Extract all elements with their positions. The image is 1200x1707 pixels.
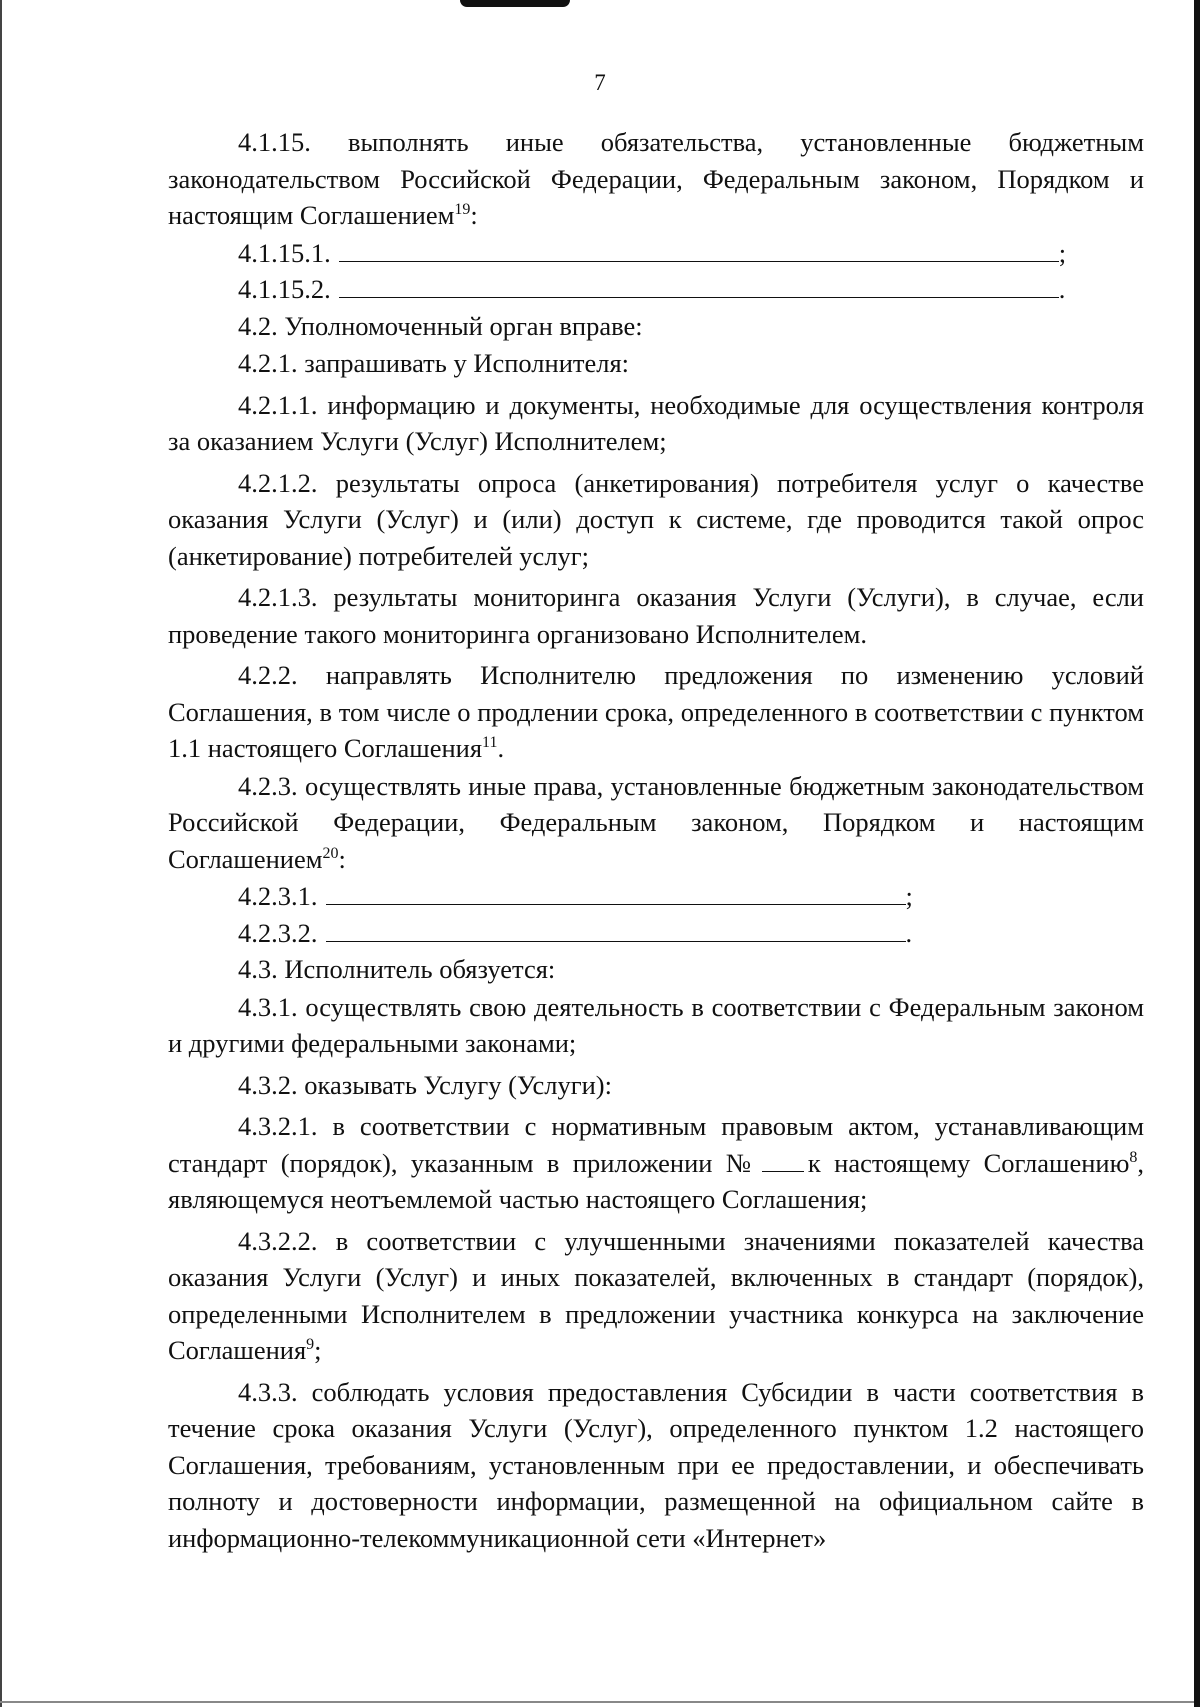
clause-4-3-2: 4.3.2. оказывать Услугу (Услуги):	[238, 1069, 612, 1100]
clause-number: 4.2.3.	[238, 770, 298, 801]
clause-tail: :	[470, 200, 478, 230]
document-body	[168, 124, 1144, 1557]
clause-4-1-15-1	[168, 235, 1144, 272]
blank-line	[326, 878, 906, 905]
clause-number: 4.1.15.	[238, 127, 311, 157]
clause-4-1-15-2	[168, 271, 1144, 308]
clause-4-2-3-1	[168, 878, 1144, 915]
footnote-ref: 9	[306, 1336, 315, 1354]
clause-number: 4.1.15.2.	[238, 274, 331, 304]
clause-4-2-3	[168, 768, 1144, 878]
footnote-ref: 8	[1129, 1148, 1138, 1166]
clause-text: 4.3.2.1. в соответствии с нормативным правовым актом, устанавливающим стандарт (порядок), указанным в приложении №	[168, 1111, 1144, 1178]
clause-4-3: 4.3. Исполнитель обязуется:	[238, 954, 556, 984]
footnote-ref: 20	[322, 844, 339, 862]
clause-4-2-2	[168, 657, 1144, 767]
page-number: 7	[594, 70, 606, 95]
clause-4-3-3: 4.3.3. соблюдать условия предоставления Субсидии в части соответствия в течение срока оказания Услуги (Услуг), определенного пунктом 1.2 настоящего Соглашения, требованиям, установленным при ее предоставлении, и обеспечивать полноту и достоверности информации, размещенной на официальном сайте в информационно-телекоммуникационной сети «Интернет»	[168, 1376, 1144, 1553]
clause-4-3-2-1	[168, 1108, 1144, 1218]
footnote-ref: 19	[454, 201, 471, 219]
clause-number: 4.2.3.1.	[238, 881, 318, 911]
clause-4-2: 4.2. Уполномоченный орган вправе:	[238, 310, 643, 341]
blank-line	[339, 271, 1059, 298]
blank-line	[326, 915, 906, 942]
clause-number: 4.2.3.2.	[238, 917, 318, 948]
clause-text: 4.2.2. направлять Исполнителю предложения по изменению условий Соглашения, в том числе о продлении срока, определенного в соответствии с пунктом 1.1 настоящего Соглашения	[168, 660, 1144, 763]
clause-number: 4.1.15.1.	[238, 237, 331, 268]
clause-tail: ;	[905, 881, 913, 911]
clause-4-2-1: 4.2.1. запрашивать у Исполнителя:	[238, 348, 630, 378]
blank-line	[339, 235, 1059, 262]
clause-tail: ;	[1058, 237, 1067, 268]
scan-top-mark	[460, 0, 570, 7]
clause-tail: ;	[314, 1335, 322, 1365]
clause-4-2-3-2	[168, 915, 1144, 952]
clause-text: осуществлять иные права, установленные бюджетным законодательством Российской Федерации, Федеральным законом, Порядком и настоящим Соглашением	[168, 770, 1144, 874]
clause-tail: .	[497, 733, 505, 763]
footnote-ref: 11	[482, 734, 498, 752]
clause-tail: .	[905, 917, 913, 948]
clause-4-2-1-1: 4.2.1.1. информацию и документы, необходимые для осуществления контроля за оказанием Услуги (Услуг) Исполнителем;	[168, 389, 1144, 456]
clause-text: к настоящему Соглашению	[807, 1147, 1130, 1178]
scan-edge-left	[0, 0, 2, 1707]
clause-4-3-1: 4.3.1. осуществлять свою деятельность в соответствии с Федеральным законом и другими федеральными законами;	[168, 991, 1144, 1058]
clause-4-2-1-3: 4.2.1.3. результаты мониторинга оказания Услуги (Услуги), в случае, если проведение такого мониторинга организовано Исполнителем.	[168, 582, 1144, 649]
clause-4-2-1-2: 4.2.1.2. результаты опроса (анкетирования) потребителя услуг о качестве оказания Услуги (Услуг) и (или) доступ к системе, где проводится такой опрос (анкетирование) потребителей услуг;	[168, 467, 1144, 571]
clause-tail: :	[338, 843, 346, 874]
clause-text: , являющемуся неотъемлемой частью настоящего Соглашения;	[168, 1147, 1144, 1214]
clause-4-1-15	[168, 124, 1144, 234]
scan-bottom-line	[0, 1701, 1194, 1703]
blank-line	[762, 1145, 804, 1172]
clause-tail: .	[1058, 274, 1066, 304]
clause-text: выполнять иные обязательства, установленные бюджетным законодательством Российской Федерации, Федеральным законом, Порядком и настоящим Соглашением	[168, 127, 1145, 230]
clause-text: 4.3.2.2. в соответствии с улучшенными значениями показателей качества оказания Услуги (Услуг) и иных показателей, включенных в стандарт (порядок), определенными Исполнителем в предложении участника конкурса на заключение Соглашения	[168, 1225, 1144, 1365]
clause-4-3-2-2	[168, 1223, 1144, 1369]
scan-edge-right	[1194, 0, 1200, 1707]
